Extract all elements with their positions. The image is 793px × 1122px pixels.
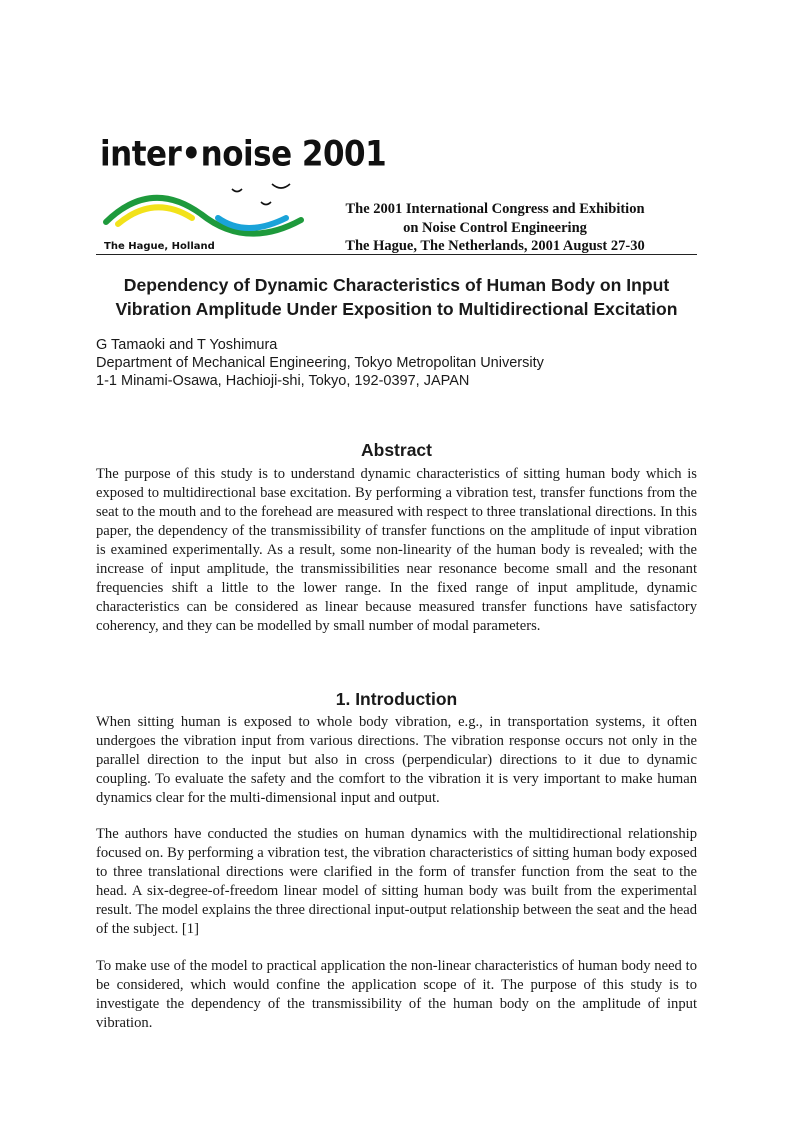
introduction-heading: 1. Introduction bbox=[335, 689, 458, 709]
title-line-1: Dependency of Dynamic Characteristics of Human Body on Input bbox=[123, 275, 670, 295]
abstract-heading: Abstract bbox=[361, 440, 432, 460]
author-names: G Tamaoki and T Yoshimura bbox=[96, 337, 278, 353]
logo-wordmark: inter•noise 2001 bbox=[100, 134, 387, 175]
header-divider bbox=[96, 254, 697, 255]
logo-wave-graphic bbox=[96, 180, 326, 250]
intro-paragraph-1: When sitting human is exposed to whole body vibration, e.g., in transportation systems, it often undergoes the vibration input from various directions. The vibration response occurs not only in the parallel direction to the input but also in cross (perpendicular) directions to it due to dynamic coupling. To evaluate the safety and the comfort to the vibration it is very important to make human dynamics clear for the multi-dimensional input and output. bbox=[96, 714, 697, 806]
author-affiliation: Department of Mechanical Engineering, Tokyo Metropolitan University bbox=[96, 355, 544, 371]
title-line-2: Vibration Amplitude Under Exposition to Multidirectional Excitation bbox=[115, 299, 678, 319]
conference-header bbox=[305, 200, 685, 256]
author-address: 1-1 Minami-Osawa, Hachioji-shi, Tokyo, 192-0397, JAPAN bbox=[96, 373, 470, 389]
author-block bbox=[96, 336, 697, 390]
logo-location: The Hague, Holland bbox=[104, 241, 215, 252]
intro-paragraph-3: To make use of the model to practical application the non-linear characteristics of human body need to be considered, which would confine the application scope of it. The purpose of this study is to investigate the dependency of the transmissibility of the human body on the amplitude of input vibration. bbox=[96, 958, 697, 1031]
paper-title bbox=[96, 273, 697, 321]
conference-name: The 2001 International Congress and Exhibition bbox=[345, 201, 645, 217]
intro-paragraph-2: The authors have conducted the studies on human dynamics with the multidirectional relationship focused on. By performing a vibration test, the vibration characteristics of sitting human body exposed to three translational directions were clarified in the form of transfer function from the seat to the head. A six-degree-of-freedom linear model of sitting human body was built from the experimental result. The model explains the three directional input-output relationship between the seat and the head of the subject. [1] bbox=[96, 826, 697, 937]
abstract-text: The purpose of this study is to understand dynamic characteristics of sitting human body which is exposed to multidirectional base excitation. By performing a vibration test, transfer functions from the seat to the mouth and to the forehead are measured with respect to three translational directions. In this paper, the dependency of the transmissibility of transfer functions on the amplitude of input vibration is examined experimentally. As a result, some non-linearity of the human body is revealed; with the increase of input amplitude, the transmissibilities near resonance become small and the resonant frequencies shift a little to the lower range. In the fixed range of input amplitude, dynamic characteristics can be considered as linear because measured transfer functions have satisfactory coherency, and they can be modelled by small number of modal parameters. bbox=[96, 466, 697, 634]
conference-subject: on Noise Control Engineering bbox=[403, 219, 587, 236]
conference-venue-date: The Hague, The Netherlands, 2001 August 27-30 bbox=[345, 238, 645, 254]
